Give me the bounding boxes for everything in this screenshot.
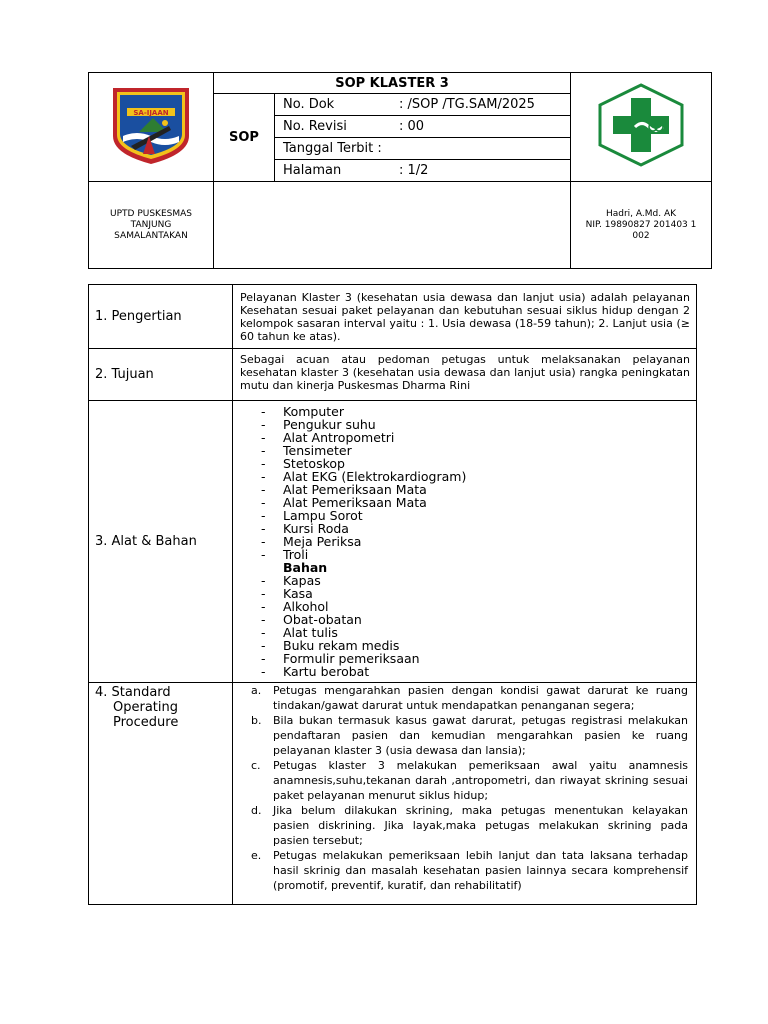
alat-bahan-cell xyxy=(233,401,697,683)
alat-list xyxy=(233,405,696,678)
list-item: - Tensimeter xyxy=(261,444,696,457)
right-logo-cell xyxy=(571,73,712,182)
meta-halaman: Halaman : 1/2 xyxy=(275,160,570,182)
list-item: - Meja Periksa xyxy=(261,535,696,548)
sop-steps-cell xyxy=(233,683,697,905)
section-label-tujuan: 2. Tujuan xyxy=(89,349,233,401)
meta-tanggal-terbit: Tanggal Terbit : xyxy=(275,138,570,160)
section-label-sop: 4. Standard Operating Procedure xyxy=(89,683,233,905)
list-item: - Obat-obatan xyxy=(261,613,696,626)
svg-text:SA-IJAAN: SA-IJAAN xyxy=(133,109,169,117)
list-item: - Alat Antropometri xyxy=(261,431,696,444)
list-item: - Kartu berobat xyxy=(261,665,696,678)
signer-nip: NIP. 19890827 201403 1 002 xyxy=(585,219,697,241)
document-title: SOP KLASTER 3 xyxy=(214,73,571,94)
list-item: - Stetoskop xyxy=(261,457,696,470)
organization-name: UPTD PUSKESMAS TANJUNG SAMALANTAKAN xyxy=(89,182,214,269)
list-item: e. Petugas melakukan pemeriksaan lebih lanjut dan tata laksana terhadap hasil skrinig dan masalah kesehatan pasien lainnya secara komprehensif (promotif, preventif, kuratif, dan rehabilitatif) xyxy=(251,849,688,892)
list-item: a. Petugas mengarahkan pasien dengan kondisi gawat darurat ke ruang tindakan/gawat darurat untuk mendapatkan penanganan segera; xyxy=(251,684,688,712)
list-item: d. Jika belum dilakukan skrining, maka petugas menentukan kelayakan pasien diskrining. Jika layak,maka petugas melakukan skrining pada pasien tersebut; xyxy=(251,804,688,847)
list-item: - Buku rekam medis xyxy=(261,639,696,652)
list-item: - Alat EKG (Elektrokardiogram) xyxy=(261,470,696,483)
list-item: - Komputer xyxy=(261,405,696,418)
sop-label: SOP xyxy=(214,94,275,182)
document-meta-table xyxy=(275,94,570,181)
list-item: - Kursi Roda xyxy=(261,522,696,535)
puskesmas-logo-icon xyxy=(595,82,687,168)
blank-signature-cell xyxy=(214,182,571,269)
list-item: - Alat tulis xyxy=(261,626,696,639)
signer-block xyxy=(571,182,712,269)
meta-no-revisi: No. Revisi : 00 xyxy=(275,116,570,138)
section-label-alat-bahan: 3. Alat & Bahan xyxy=(89,401,233,683)
list-item: - Pengukur suhu xyxy=(261,418,696,431)
meta-no-dok: No. Dok : /SOP /TG.SAM/2025 xyxy=(275,94,570,116)
list-item: - Lampu Sorot xyxy=(261,509,696,522)
list-item: - Alat Pemeriksaan Mata xyxy=(261,483,696,496)
pengertian-text: Pelayanan Klaster 3 (kesehatan usia dewasa dan lanjut usia) adalah pelayanan Kesehatan sesuai paket pelayanan dan kebutuhan sesuai siklus hidup dengan 2 kelompok sasaran interval yaitu : 1. Usia dewasa (18-59 tahun); 2. Lanjut usia (≥ 60 tahun ke atas). xyxy=(233,285,697,349)
list-item: - Alat Pemeriksaan Mata xyxy=(261,496,696,509)
list-item: - Troli xyxy=(261,548,696,561)
bahan-heading: Bahan xyxy=(283,560,328,575)
sop-steps-list xyxy=(233,683,688,893)
document-meta-cell xyxy=(275,94,571,182)
section-label-pengertian: 1. Pengertian xyxy=(89,285,233,349)
left-logo-cell xyxy=(89,73,214,182)
list-item: - Kasa xyxy=(261,587,696,600)
sop-content-table xyxy=(88,284,697,905)
sop-header-table xyxy=(88,72,712,269)
list-item: - Formulir pemeriksaan xyxy=(261,652,696,665)
list-item: - Alkohol xyxy=(261,600,696,613)
list-item: b. Bila bukan termasuk kasus gawat darurat, petugas registrasi melakukan pendaftaran pasien dan kemudian mengarahkan pasien ke ruang pelayanan klaster 3 (usia dewasa dan lansia); xyxy=(251,714,688,757)
regency-logo-icon xyxy=(109,84,193,166)
signer-name: Hadri, A.Md. AK xyxy=(605,208,677,219)
tujuan-text: Sebagai acuan atau pedoman petugas untuk melaksanakan pelayanan kesehatan klaster 3 (kesehatan usia dewasa dan lanjut usia) rangka peningkatan mutu dan kinerja Puskesmas Dharma Rini xyxy=(233,349,697,401)
list-item: - Kapas xyxy=(261,574,696,587)
list-item: c. Petugas klaster 3 melakukan pemeriksaan awal yaitu anamnesis anamnesis,suhu,tekanan darah ,antropometri, dan riwayat skrining sesuai paket pelayanan menurut siklus hidup; xyxy=(251,759,688,802)
